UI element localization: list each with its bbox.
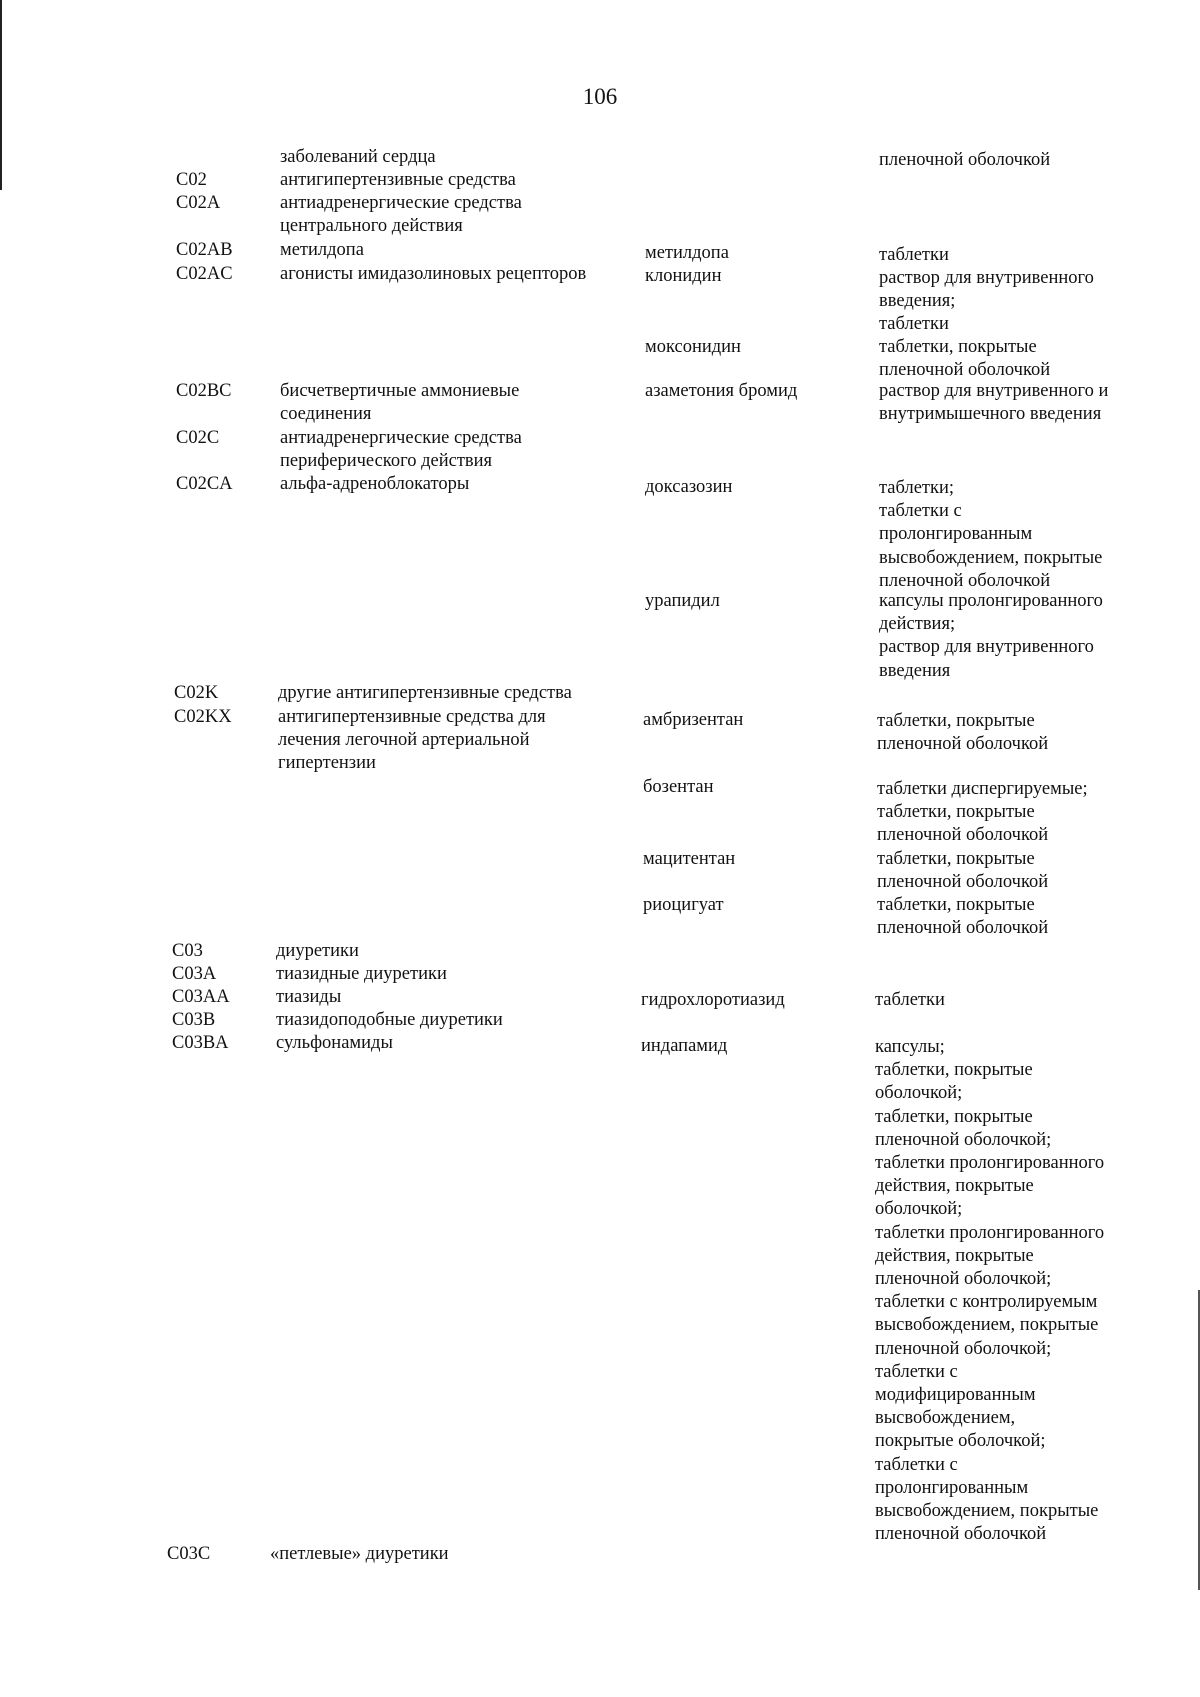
atc-group: другие антигипертензивные средства bbox=[278, 683, 572, 703]
drug-name: метилдопа bbox=[645, 243, 729, 263]
dosage-form: капсулы пролонгированного действия; раствор для внутривенного введения bbox=[879, 591, 1103, 681]
atc-group: антигипертензивные средства для лечения легочной артериальной гипертензии bbox=[278, 707, 546, 774]
drug-name: бозентан bbox=[643, 777, 714, 797]
atc-code: C02C bbox=[176, 428, 220, 448]
atc-group: альфа-адреноблокаторы bbox=[280, 474, 470, 494]
atc-code: C02BC bbox=[176, 381, 232, 401]
atc-code: C02AC bbox=[176, 264, 233, 284]
dosage-form: таблетки, покрытые пленочной оболочкой bbox=[879, 337, 1051, 381]
dosage-form: раствор для внутривенного и внутримышечного введения bbox=[879, 381, 1109, 425]
drug-name: амбризентан bbox=[643, 710, 744, 730]
atc-code: C02CA bbox=[176, 474, 233, 494]
dosage-form: раствор для внутривенного введения; таблетки bbox=[879, 268, 1094, 335]
atc-code: C02 bbox=[176, 170, 207, 190]
atc-code: C02KX bbox=[174, 707, 232, 727]
atc-group: бисчетвертичные аммониевые соединения bbox=[280, 381, 520, 425]
drug-name: индапамид bbox=[641, 1036, 728, 1056]
atc-code: C03A bbox=[172, 964, 217, 984]
atc-code: C03AA bbox=[172, 987, 230, 1007]
atc-code: C02A bbox=[176, 193, 221, 213]
atc-group: «петлевые» диуретики bbox=[270, 1544, 449, 1564]
dosage-form: таблетки, покрытые пленочной оболочкой bbox=[877, 711, 1049, 755]
drug-name: азаметония бромид bbox=[645, 381, 798, 401]
atc-group: агонисты имидазолиновых рецепторов bbox=[280, 264, 587, 284]
atc-group: тиазидные диуретики bbox=[276, 964, 447, 984]
atc-group: заболеваний сердца bbox=[280, 147, 436, 167]
atc-code: C02K bbox=[174, 683, 219, 703]
atc-code: C02AB bbox=[176, 240, 233, 260]
drug-name: гидрохлоротиазид bbox=[641, 990, 785, 1010]
atc-group: тиазидоподобные диуретики bbox=[276, 1010, 503, 1030]
drug-name: урапидил bbox=[645, 591, 720, 611]
dosage-form: таблетки bbox=[879, 245, 949, 265]
dosage-form: таблетки, покрытые пленочной оболочкой bbox=[877, 849, 1049, 893]
page-number: 106 bbox=[582, 84, 618, 109]
atc-code: C03 bbox=[172, 941, 203, 961]
dosage-form: таблетки; таблетки с пролонгированным высвобождением, покрытые пленочной оболочкой bbox=[879, 478, 1103, 591]
atc-code: C03BA bbox=[172, 1033, 229, 1053]
atc-code: C03B bbox=[172, 1010, 216, 1030]
drug-name: доксазозин bbox=[645, 477, 733, 497]
atc-group: диуретики bbox=[276, 941, 359, 961]
atc-group: сульфонамиды bbox=[276, 1033, 393, 1053]
dosage-form: таблетки bbox=[875, 990, 945, 1010]
drug-name: клонидин bbox=[645, 266, 722, 286]
atc-group: метилдопа bbox=[280, 240, 364, 260]
atc-group: антиадренергические средства периферического действия bbox=[280, 428, 522, 472]
dosage-form: таблетки, покрытые пленочной оболочкой bbox=[877, 895, 1049, 939]
atc-group: антигипертензивные средства bbox=[280, 170, 516, 190]
drug-name: моксонидин bbox=[645, 337, 741, 357]
dosage-form: таблетки диспергируемые; таблетки, покрытые пленочной оболочкой bbox=[877, 779, 1088, 846]
drug-name: мацитентан bbox=[643, 849, 736, 869]
drug-name: риоцигуат bbox=[643, 895, 724, 915]
atc-group: антиадренергические средства центрального действия bbox=[280, 193, 522, 237]
dosage-form: капсулы; таблетки, покрытые оболочкой; таблетки, покрытые пленочной оболочкой; таблетки пролонгированного действия, покрытые оболочкой; таблетки пролонгированного действия, покрытые пленочной оболочкой; таблетки с контролируемым высвобождением, покрытые пленочной оболочкой; таблетки с модифицированным высвобождением, покрытые оболочкой; таблетки с пролонгированным высвобождением, покрытые пленочной оболочкой bbox=[875, 1037, 1105, 1545]
atc-group: тиазиды bbox=[276, 987, 342, 1007]
dosage-form: пленочной оболочкой bbox=[879, 150, 1051, 170]
atc-code: C03C bbox=[167, 1544, 211, 1564]
